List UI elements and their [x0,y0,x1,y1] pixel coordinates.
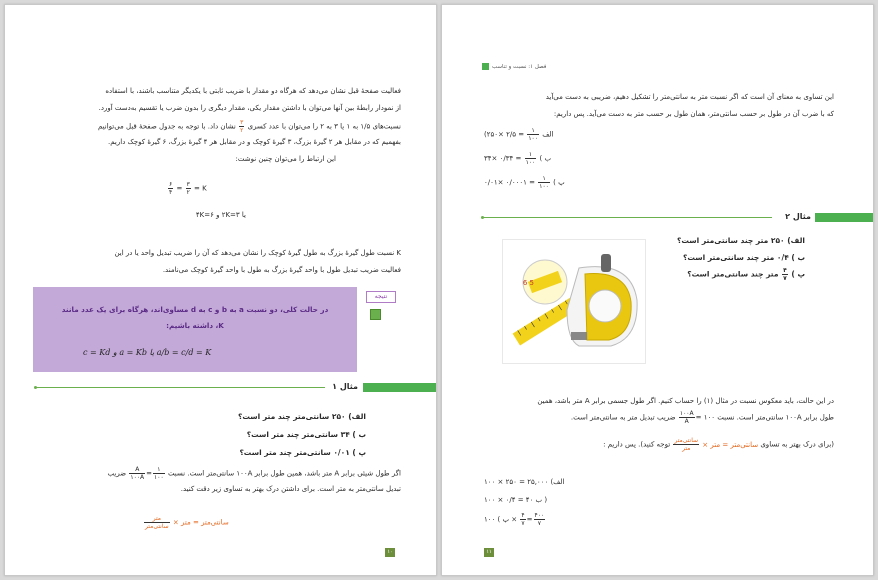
right-body-line-3 [482,437,834,452]
frac-num: ۴ [521,512,525,519]
example-2-rule [482,217,772,218]
calc-c-label: پ ) [553,178,565,187]
unit-equality: سانتی‌متر = متر × $\frac{\text{سانتی‌متر}}{\text{متر}}$ [674,437,759,452]
example-2-rule-dot [481,216,484,219]
frac-num: ۱ [527,127,539,135]
answer-tail: ضریب [107,469,127,478]
left-p1-l3b-text: نشان داد. با توجه به جدول صفحهٔ قبل می‌توانیم [97,122,236,131]
frac-den: متر [682,445,691,452]
calc-c-value: = ۰/۰۰۰۱ ×۰/۰۱ [484,178,535,187]
frac-den: ۱۰۰ [528,135,538,142]
calc-a [484,127,554,142]
res-c-pre: ۱۰۰ × [484,515,518,524]
calc-a-value: = ۲/۵ ×۲۵۰ [486,130,525,139]
frac-400-7 [534,512,546,527]
svg-text:5 6: 5 6 [522,279,534,287]
right-page [441,4,874,576]
left-page [4,4,437,576]
chapter-marker-icon [482,63,489,70]
example-1-answer-line-2: تبدیل سانتی‌متر به متر است. برای داشتن درک بهتر به تساوی زیر دقت کنید. [180,485,401,493]
body-l2-post: ضریب تبدیل متر به سانتی‌متر است. [570,413,676,422]
left-paragraph-1-line-5: این ارتباط را می‌توان چنین نوشت: [235,155,336,163]
left-p1-l3-text: نسبت‌های ۱/۵ به ۱ یا ۳ به ۲ را می‌توان با عدد کسری [247,122,401,131]
frac-den: ۷ [537,520,541,527]
body-l2-pre: طول برابر ۱۰۰A سانتی‌متر است. نسبت [717,413,834,422]
result-calc-c: پ ) ۱۰۰ × $\frac{۴}{۷}$ = $\frac{۴۰۰}{۷}$ [484,512,545,527]
unit-cm: سانتی‌متر [201,518,229,527]
frac-1-100 [538,175,550,190]
result-calc-a: ۱۰۰ × ۲۵۰ = ۲۵,۰۰۰ (الف [484,478,565,486]
left-paragraph-1-line-1: فعالیت صفحهٔ قبل نشان می‌دهد که هرگاه دو مقدار با ضریب ثابتی با یکدیگر متناسب باشند، با استفاده [105,87,401,95]
left-paragraph-1-line-3 [41,119,401,134]
frac-cm-m [673,437,699,452]
frac-num: ۳ [240,119,244,126]
frac-1-100 [527,127,539,142]
frac-den: ۱۰۰ [539,183,549,190]
body-fraction-eq [678,410,715,425]
example-1-question-c: پ ) ۰/۰۱ سانتی‌متر چند متر است؟ [239,448,366,457]
example-1-label: مثال ۱ [332,382,358,391]
equation-k-forms: یا ۳=۲K و ۶=۴K [195,211,246,219]
result-line-1: در حالت کلی، دو نسبت a به b و c به d مساوی‌اند، هرگاه برای یک عدد مانند [61,305,329,314]
frac-num: ۱ [538,175,550,183]
frac-num: سانتی‌متر [674,437,699,444]
frac-num: ۱ [153,466,165,474]
frac-num: ۱۰۰A [679,410,694,417]
example-1-question-b: ب ) ۳۴ سانتی‌متر چند متر است؟ [246,430,366,439]
frac-den: ۲ [240,127,244,134]
frac-den: ۱۰۰ [525,159,536,166]
example-1-question-a: الف) ۲۵۰ سانتی‌متر چند متر است؟ [238,412,366,421]
q2c-pre: پ ) [791,269,805,279]
frac-1-100 [525,151,537,166]
unit-b: متر [710,440,721,449]
right-body-line-1: در این حالت، باید معکوس نسبت در مثال (۱) را حساب کنیم. اگر طول جسمی برابر A متر باشد، همین [537,397,834,405]
frac-meter-cm [144,515,170,530]
body-l3-pre: (برای درک بهتر به تساوی [760,440,834,449]
unit-a: سانتی‌متر [730,440,759,449]
frac-den: سانتی‌متر [145,523,169,530]
frac-den: ۱۰۰ [154,474,164,481]
fraction-3-over-2 [239,119,244,134]
result-tag: نتیجه [366,291,396,303]
frac-den: ۷ [783,275,787,282]
frac-6-4 [168,181,173,196]
right-body-line-2 [482,410,834,425]
unit-conversion-equality: $\frac{\text{متر}}{\text{سانتی‌متر}}$ × سانتی‌متر = متر [145,515,229,530]
answer-text: اگر طول شیئی برابر A متر باشد، همین طول برابر ۱۰۰A سانتی‌متر است. نسبت [167,469,401,478]
result-line-2: K، داشته باشیم: [166,321,224,330]
frac-num: ۴۰۰ [534,512,545,519]
example-1-answer-line-1 [41,466,401,481]
eq1-tail: = K [194,184,207,193]
example-1-rule [35,387,325,388]
frac-4-7 [520,512,525,527]
frac-1-100 [153,466,165,481]
frac-num: A [129,466,145,474]
frac-num: ۶ [169,181,173,188]
calc-b-value: = ۰/۳۴ ×۳۴ [484,154,522,163]
example-2-question-c [687,267,805,282]
example-2-question-b: ب ) ۰/۴ متر چند سانتی‌متر است؟ [683,253,805,262]
frac-den: ۷ [521,520,525,527]
example-1-rule-dot [34,386,37,389]
q2c-post: متر چند سانتی‌متر است؟ [687,269,779,279]
right-intro-line-1: این تساوی به معنای آن است که اگر نسبت متر به سانتی‌متر را تشکیل دهیم، ضریبی به دست می‌آید [545,93,834,101]
calc-c [484,175,565,190]
tape-measure-icon [501,240,645,365]
body-l2-mid: = ۱۰۰ [695,413,715,422]
tape-measure-image [502,239,646,364]
result-equation: c = Kd و a = Kb یا a/b = c/d = K [83,348,212,357]
example-2-green-bar [815,213,873,222]
example-2-label: مثال ۲ [785,212,811,221]
left-paragraph-2-line-1: K نسبت طول گیرهٔ بزرگ به طول گیرهٔ کوچک را نشان می‌دهد که آن را ضریب تبدیل واحد یا در این [114,249,401,257]
res-c-label: پ ) [497,515,510,524]
frac-num: ۳ [186,181,190,188]
notebook-icon [370,309,381,320]
result-calc-b: ۱۰۰ × ۰/۴ = ۴۰ ب ) [484,496,548,504]
calc-b [484,151,551,166]
frac-3-2 [186,181,191,196]
frac-a-100a [129,466,145,481]
frac-100a-a [679,410,695,425]
right-intro-line-2: که با ضرب آن در طول بر حسب سانتی‌متر، همان طول بر حسب متر به دست می‌آید. پس داریم: [553,110,834,118]
page-number: ۱۰ [385,548,395,557]
calc-a-label: (الف [484,130,554,139]
frac-num: متر [144,515,170,523]
frac-num: ۱ [525,151,537,159]
frac-den: A [684,418,689,425]
frac-den: ۴ [169,189,173,196]
unit-m: متر [181,518,191,527]
frac-den: ۲ [186,189,190,196]
equation-ratio: $\frac{۶}{۴}$ = $\frac{۳}{۲}$ = K [169,181,207,196]
frac-den: ۱۰۰A [130,474,145,481]
example-2-question-a: الف) ۲۵۰ متر چند سانتی‌متر است؟ [677,236,805,245]
frac-4-7 [782,267,788,282]
answer-fraction-eq: $\frac{A}{۱۰۰A}$ = $\frac{۱}{۱۰۰}$ [130,466,164,481]
left-paragraph-1-line-4: بفهمیم که در مقابل هر ۲ گیرهٔ بزرگ، ۳ گیرهٔ کوچک و در مقابل هر ۴ گیرهٔ بزرگ، ۶ گیرهٔ کوچک داریم. [108,138,401,146]
page-number: ۱۱ [484,548,494,557]
example-1-green-bar [363,383,436,392]
body-l3-post: توجه کنید). پس داریم : [603,440,671,449]
left-paragraph-2-line-2: فعالیت ضریب تبدیل طول با واحد گیرهٔ بزرگ به طول با واحد گیرهٔ کوچک می‌نامند. [162,266,401,274]
chapter-header: فصل ۱: نسبت و تناسب [492,64,547,70]
left-paragraph-1-line-2: از نمودار رابطهٔ بین آنها می‌توان با داشتن مقدار یکی، مقدار دیگری را بدون ضرب یا تقسیم به‌دست آورد. [98,104,401,112]
frac-num: ۴ [783,267,787,274]
calc-b-label: ب ) [539,154,552,163]
